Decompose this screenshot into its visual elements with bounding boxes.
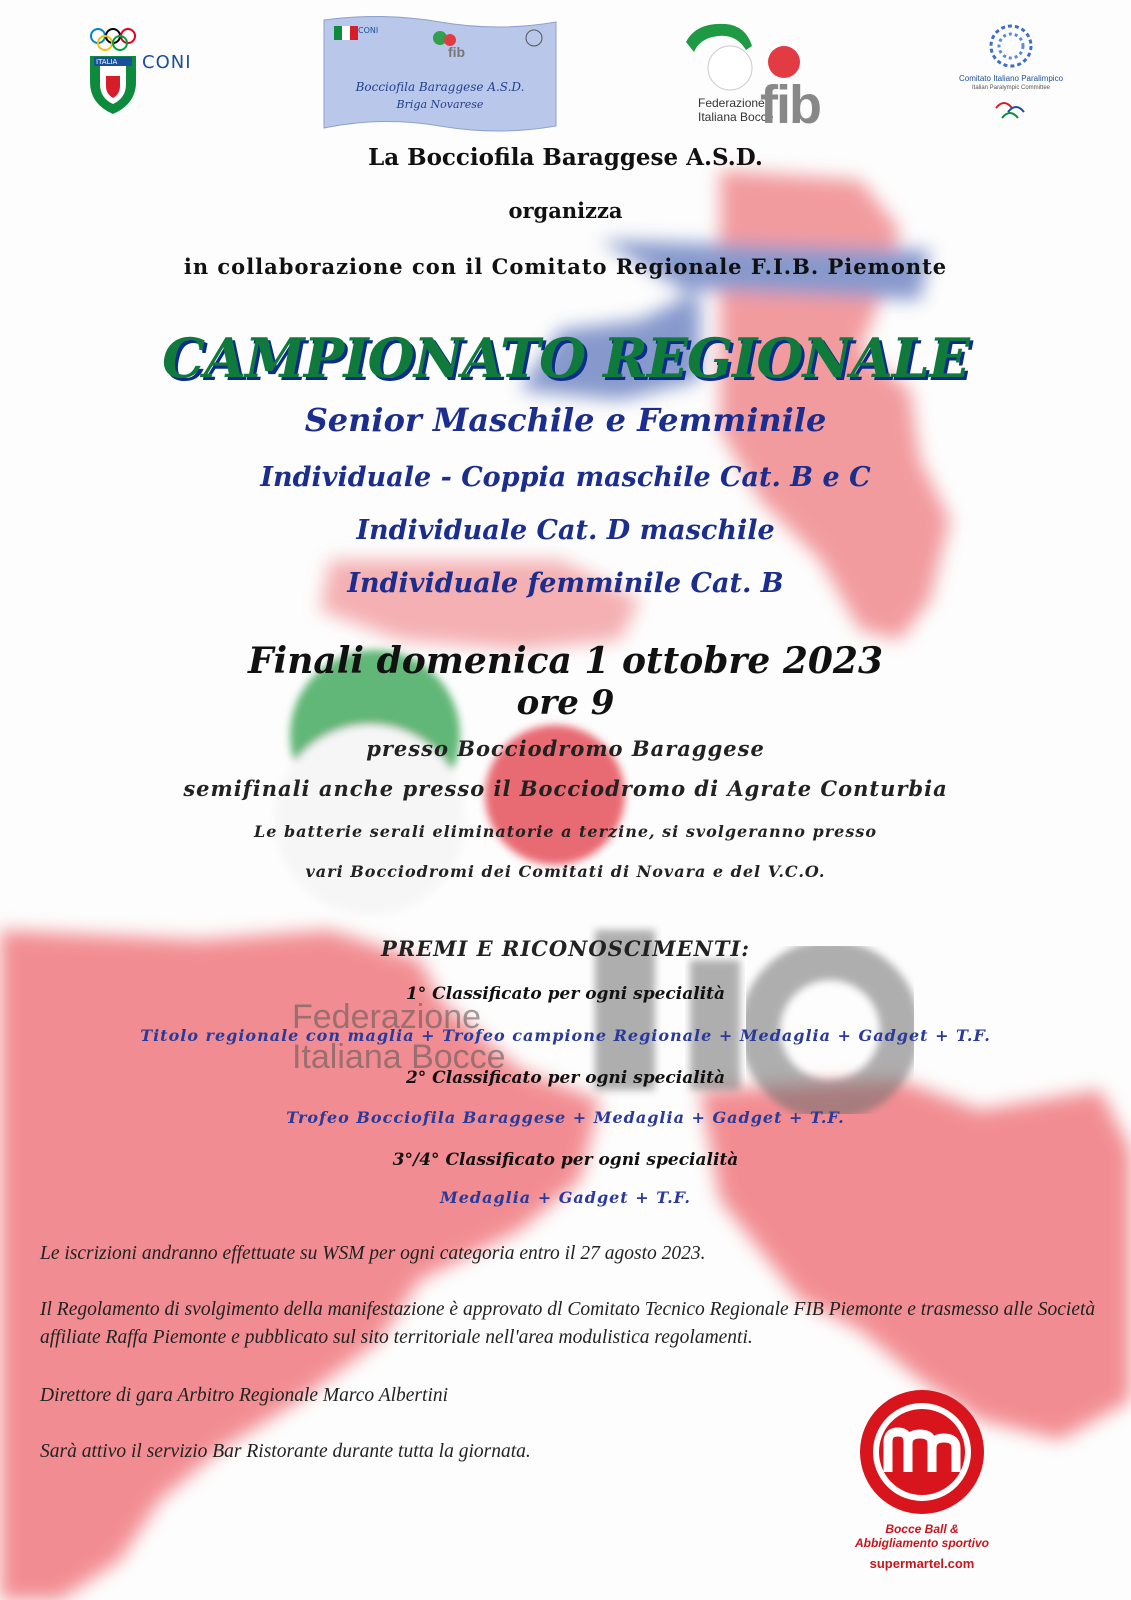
coni-badge-text: ITALIA bbox=[96, 58, 118, 66]
cip-line1: Comitato Italiano Paralimpico bbox=[958, 74, 1064, 83]
info-regolamento: Il Regolamento di svolgimento della manifestazione è approvato dl Comitato Tecnico Regionale FIB Piemonte e trasmesso alle Società affiliate Raffa Piemonte e pubblicato sul sito territoriale nell'area modulistica regolamenti. bbox=[40, 1299, 1096, 1348]
fib-logo bbox=[686, 22, 856, 135]
category-2: Individuale Cat. D maschile bbox=[356, 515, 775, 546]
fib-logo-line1: Federazione bbox=[698, 96, 765, 110]
coni-logo bbox=[86, 24, 216, 116]
info-direttore: Direttore di gara Arbitro Regionale Marco Albertini bbox=[40, 1385, 449, 1406]
cip-line2: Italian Paralympic Committee bbox=[971, 85, 1051, 91]
event-time: ore 9 bbox=[516, 683, 615, 723]
prize-1-reward: Titolo regionale con maglia + Trofeo campione Regionale + Medaglia + Gadget + T.F. bbox=[140, 1026, 991, 1045]
event-title: CAMPIONATO REGIONALE bbox=[162, 326, 969, 390]
organizza: organizza bbox=[508, 198, 623, 223]
category-3: Individuale femminile Cat. B bbox=[347, 568, 784, 599]
collaboration: in collaborazione con il Comitato Regionale F.I.B. Piemonte bbox=[183, 254, 948, 279]
fib-logo-line2: Italiana Bocce bbox=[698, 110, 774, 124]
sponsor-site: supermartel.com bbox=[869, 1556, 975, 1571]
event-location: presso Bocciodromo Baraggese bbox=[366, 736, 765, 761]
club-fib-label: fib bbox=[448, 44, 466, 60]
sponsor-logo bbox=[832, 1388, 1012, 1588]
watermark-text-2: Italiana Bocce bbox=[292, 1038, 506, 1076]
watermark-text-1: Federazione bbox=[292, 998, 482, 1036]
prize-2-place: 2° Classificato per ogni specialità bbox=[405, 1068, 726, 1088]
prize-1-place: 1° Classificato per ogni specialità bbox=[405, 984, 726, 1004]
prizes-heading: PREMI E RICONOSCIMENTI: bbox=[380, 936, 751, 961]
info-bar: Sarà attivo il servizio Bar Ristorante durante tutta la giornata. bbox=[40, 1441, 531, 1462]
prize-2-reward: Trofeo Bocciofila Baraggese + Medaglia + Gadget + T.F. bbox=[286, 1108, 845, 1127]
prize-3-place: 3°/4° Classificato per ogni specialità bbox=[392, 1150, 739, 1170]
club-logo bbox=[322, 16, 558, 134]
fib-logo-short: fib bbox=[760, 75, 820, 135]
prize-3-reward: Medaglia + Gadget + T.F. bbox=[440, 1188, 691, 1207]
category-1: Individuale - Coppia maschile Cat. B e C bbox=[260, 462, 871, 493]
sponsor-line-1: Bocce Ball & bbox=[885, 1522, 959, 1536]
event-date: Finali domenica 1 ottobre 2023 bbox=[247, 640, 884, 682]
batterie-line-2: vari Bocciodromi dei Comitati di Novara e del V.C.O. bbox=[305, 862, 826, 881]
organizer: La Bocciofila Baraggese A.S.D. bbox=[368, 144, 763, 171]
semifinal-location: semifinali anche presso il Bocciodromo di Agrate Conturbia bbox=[183, 776, 948, 801]
info-iscrizioni: Le iscrizioni andranno effettuate su WSM per ogni categoria entro il 27 agosto 2023. bbox=[40, 1243, 706, 1264]
club-coni-label: CONI bbox=[358, 26, 379, 35]
coni-label: CONI bbox=[142, 52, 192, 73]
sponsor-line-2: Abbigliamento sportivo bbox=[854, 1536, 989, 1550]
club-name: Bocciofila Baraggese A.S.D. bbox=[355, 80, 525, 94]
supermartel-logo-icon bbox=[832, 1388, 1012, 1518]
cip-logo bbox=[956, 22, 1066, 132]
club-city: Briga Novarese bbox=[396, 98, 484, 111]
batterie-line-1: Le batterie serali eliminatorie a terzine, si svolgeranno presso bbox=[253, 822, 878, 841]
event-subtitle: Senior Maschile e Femminile bbox=[304, 401, 827, 439]
